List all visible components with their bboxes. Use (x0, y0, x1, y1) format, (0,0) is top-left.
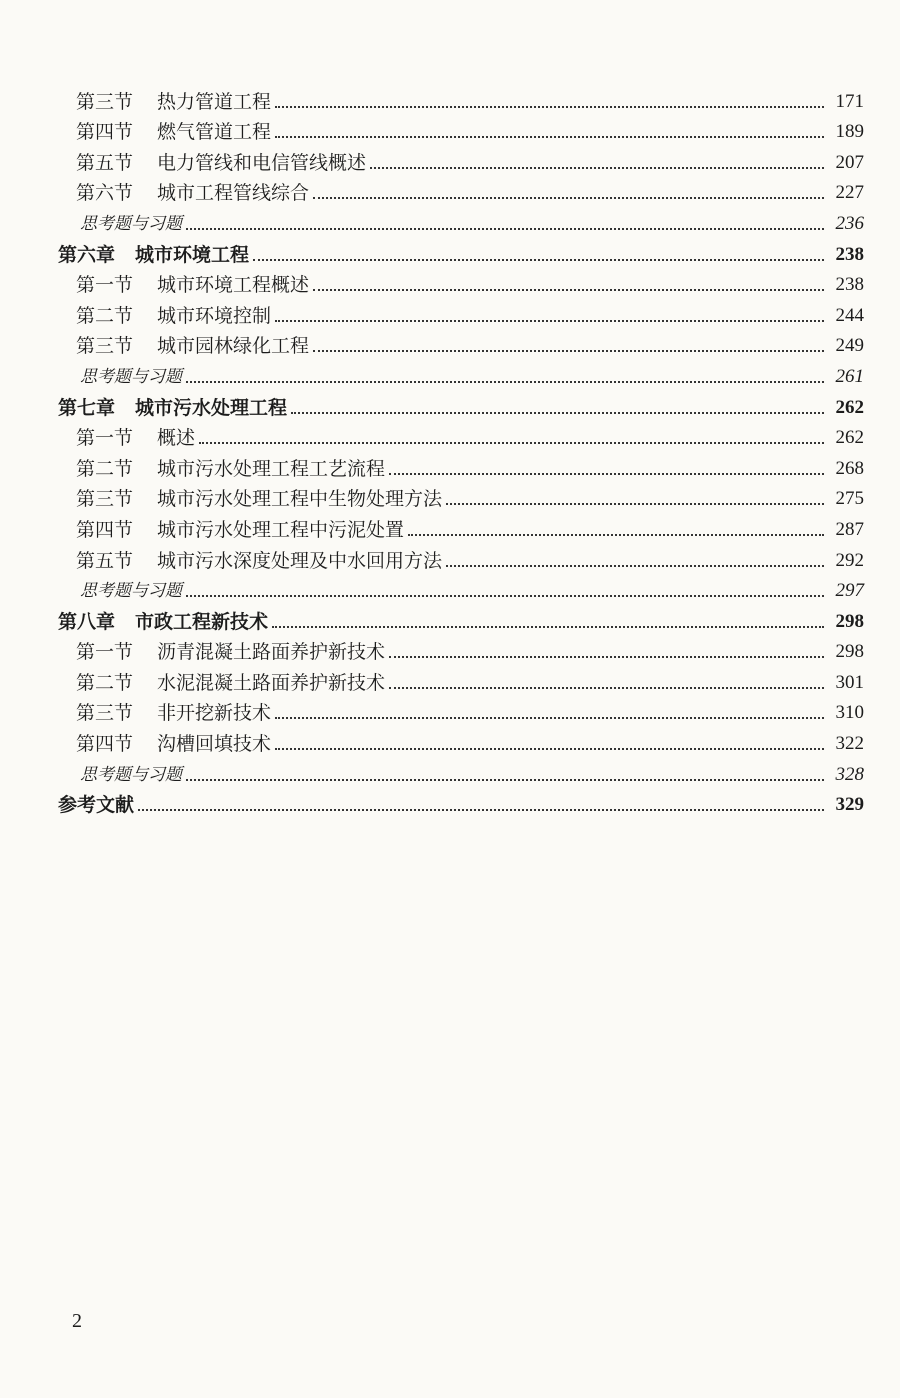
toc-entry-page: 189 (835, 121, 864, 143)
toc-entry-section (58, 695, 864, 726)
toc-entry-page: 298 (835, 610, 864, 632)
toc-entry-title: 城市环境控制 (157, 304, 272, 327)
dot-leader (313, 289, 824, 291)
toc-entry-number: 第八章 (58, 610, 116, 633)
toc-entry-number: 第二节 (76, 304, 134, 327)
toc-entry-title: 城市污水处理工程中污泥处置 (157, 518, 405, 541)
toc-entry-section (58, 481, 864, 512)
toc-entry-title: 电力管线和电信管线概述 (157, 151, 367, 174)
toc-entry-number: 第一节 (76, 427, 134, 450)
toc-entry-page: 287 (835, 518, 864, 540)
toc-entry-page: 238 (835, 274, 864, 296)
toc-entry-number: 第六节 (76, 182, 134, 205)
toc-entry-number: 第三节 (76, 90, 134, 113)
toc-entry-page: 236 (835, 212, 864, 234)
dot-leader (389, 473, 824, 475)
toc-entry-page: 171 (835, 90, 864, 112)
toc-entry-section (58, 83, 864, 114)
toc-entry-number: 第四节 (76, 518, 134, 541)
toc-entry-title: 思考题与习题 (80, 366, 182, 387)
toc-entry-section (58, 297, 864, 328)
toc-entry-section (58, 175, 864, 206)
dot-leader (408, 534, 824, 536)
toc-entry-page: 207 (835, 151, 864, 173)
toc-entry-title: 概述 (157, 427, 196, 450)
toc-entry-chapter (58, 603, 864, 634)
toc-entry-title: 思考题与习题 (80, 581, 182, 602)
toc-entry-page: 227 (835, 182, 864, 204)
toc-entry-page: 301 (835, 671, 864, 693)
dot-leader (370, 167, 824, 169)
toc-entry-number: 第六章 (58, 243, 116, 266)
toc-entry-exercise (58, 358, 864, 389)
toc-entry-title: 非开挖新技术 (157, 702, 272, 725)
dot-leader (138, 809, 824, 811)
toc-entry-page: 297 (835, 580, 864, 602)
toc-entry-exercise (58, 573, 864, 604)
toc-entry-title: 思考题与习题 (80, 764, 182, 785)
toc-entry-title: 城市污水处理工程工艺流程 (157, 457, 386, 480)
toc-entry-page: 262 (835, 427, 864, 449)
toc-entry-number: 第三节 (76, 488, 134, 511)
toc-entry-page: 262 (835, 396, 864, 418)
toc-entry-page: 292 (835, 549, 864, 571)
toc-entry-section (58, 725, 864, 756)
dot-leader (389, 687, 824, 689)
toc-entry-chapter (58, 389, 864, 420)
toc-entry-number: 第一节 (76, 641, 134, 664)
toc-entry-page: 298 (835, 641, 864, 663)
toc-entry-page: 244 (835, 304, 864, 326)
dot-leader (389, 656, 824, 658)
toc-entry-number: 第三节 (76, 335, 134, 358)
toc-entry-section (58, 450, 864, 481)
dot-leader (186, 779, 824, 781)
toc-entry-title: 市政工程新技术 (135, 610, 269, 633)
dot-leader (275, 717, 824, 719)
dot-leader (275, 136, 824, 138)
toc-entry-number: 第七章 (58, 396, 116, 419)
toc-entry-number: 第一节 (76, 274, 134, 297)
toc-entry-title: 城市污水深度处理及中水回用方法 (157, 549, 443, 572)
toc-entry-number: 第三节 (76, 702, 134, 725)
toc-entry-page: 328 (835, 763, 864, 785)
table-of-contents (58, 83, 864, 817)
toc-entry-section (58, 420, 864, 451)
toc-entry-section (58, 634, 864, 665)
toc-entry-title: 热力管道工程 (157, 90, 272, 113)
toc-entry-title: 城市环境工程概述 (157, 274, 310, 297)
toc-entry-section (58, 328, 864, 359)
dot-leader (275, 320, 824, 322)
dot-leader (253, 259, 824, 261)
dot-leader (446, 503, 824, 505)
toc-entry-page: 268 (835, 457, 864, 479)
dot-leader (313, 350, 824, 352)
toc-entry-page: 322 (835, 733, 864, 755)
toc-entry-number: 第四节 (76, 733, 134, 756)
toc-entry-section (58, 511, 864, 542)
dot-leader (313, 197, 824, 199)
toc-entry-page: 275 (835, 488, 864, 510)
toc-entry-title: 参考文献 (58, 794, 135, 817)
toc-entry-title: 城市污水处理工程 (135, 396, 288, 419)
toc-entry-page: 261 (835, 365, 864, 387)
toc-entry-page: 249 (835, 335, 864, 357)
toc-entry-exercise (58, 205, 864, 236)
toc-entry-section (58, 542, 864, 573)
toc-entry-title: 水泥混凝土路面养护新技术 (157, 671, 386, 694)
dot-leader (186, 228, 824, 230)
toc-entry-page: 329 (835, 794, 864, 816)
toc-entry-title: 沥青混凝土路面养护新技术 (157, 641, 386, 664)
toc-entry-title: 燃气管道工程 (157, 121, 272, 144)
dot-leader (272, 626, 824, 628)
toc-entry-number: 第四节 (76, 121, 134, 144)
toc-entry-section (58, 267, 864, 298)
dot-leader (291, 412, 824, 414)
toc-entry-number: 第五节 (76, 151, 134, 174)
dot-leader (275, 748, 824, 750)
dot-leader (275, 106, 824, 108)
dot-leader (446, 565, 824, 567)
toc-entry-number: 第二节 (76, 671, 134, 694)
toc-entry-title: 沟槽回填技术 (157, 733, 272, 756)
toc-entry-section (58, 114, 864, 145)
dot-leader (186, 381, 824, 383)
toc-entry-chapter (58, 236, 864, 267)
toc-entry-chapter (58, 787, 864, 818)
toc-entry-title: 城市环境工程 (135, 243, 250, 266)
toc-entry-page: 238 (835, 243, 864, 265)
toc-entry-section (58, 144, 864, 175)
dot-leader (199, 442, 824, 444)
toc-entry-exercise (58, 756, 864, 787)
dot-leader (186, 595, 824, 597)
toc-entry-title: 城市工程管线综合 (157, 182, 310, 205)
toc-entry-section (58, 664, 864, 695)
toc-entry-title: 思考题与习题 (80, 213, 182, 234)
toc-entry-number: 第二节 (76, 457, 134, 480)
toc-entry-number: 第五节 (76, 549, 134, 572)
toc-entry-title: 城市园林绿化工程 (157, 335, 310, 358)
page-number: 2 (72, 1310, 82, 1332)
toc-entry-title: 城市污水处理工程中生物处理方法 (157, 488, 443, 511)
toc-entry-page: 310 (835, 702, 864, 724)
